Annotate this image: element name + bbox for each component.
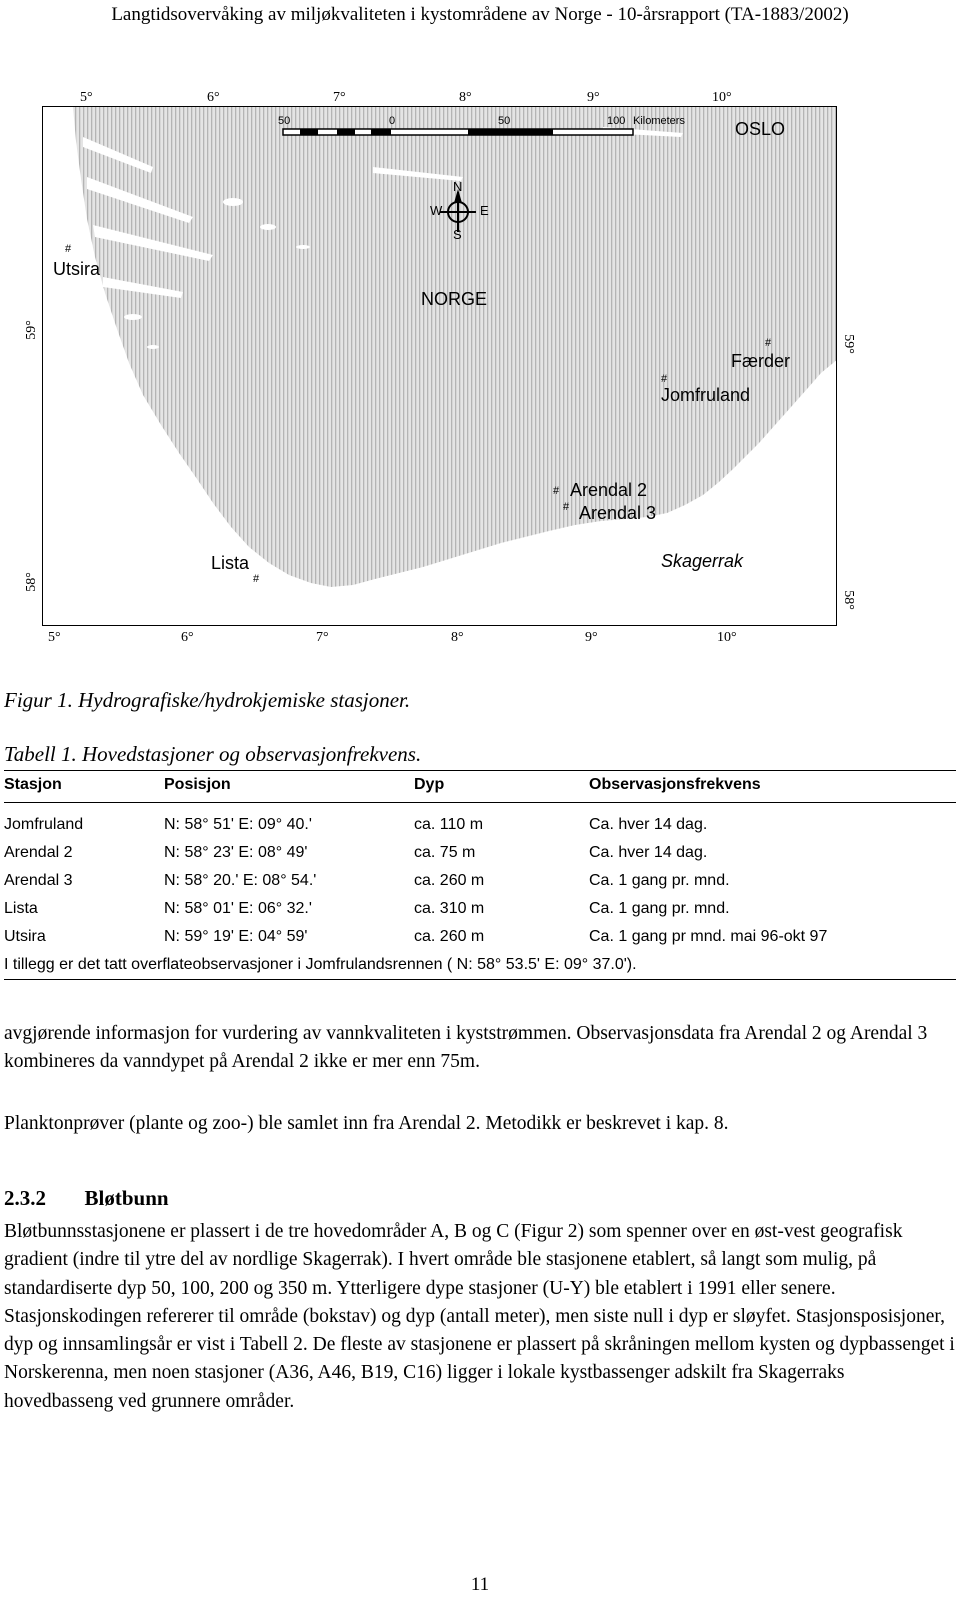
page-number: 11 <box>470 1574 490 1595</box>
label-faerder: Færder <box>731 351 791 371</box>
table-cell: Ca. hver 14 dag. <box>589 816 708 833</box>
scale-bar <box>283 129 633 135</box>
map-degree-label: 8° <box>451 630 464 645</box>
table-cell: N: 58° 23' E: 08° 49' <box>164 844 308 861</box>
table-row <box>4 803 956 840</box>
station-marker-icon: # <box>253 573 260 585</box>
map-degree-label: 58° <box>23 572 39 592</box>
table-cell: ca. 260 m <box>414 928 485 945</box>
table-note: I tillegg er det tatt overflateobservasjoner i Jomfrulandsrennen ( N: 58° 53.5' E: 09° 37.0'). <box>4 951 956 980</box>
column-header: Posisjon <box>164 771 414 803</box>
table-cell: N: 59° 19' E: 04° 59' <box>164 928 308 945</box>
station-marker-icon: # <box>65 243 72 255</box>
scale-unit: Kilometers <box>633 115 685 127</box>
map-degree-label: 5° <box>48 630 61 645</box>
table-cell: Arendal 2 <box>4 844 73 861</box>
map-degree-label: 9° <box>585 630 598 645</box>
figure-caption: Figur 1. Hydrografiske/hydrokjemiske stasjoner. <box>4 688 411 712</box>
compass-s: S <box>453 227 462 242</box>
station-marker-icon: # <box>553 485 560 497</box>
map-degree-label: 7° <box>316 630 329 645</box>
scale-label: 100 <box>607 115 626 127</box>
table-row <box>4 895 956 923</box>
map-degree-label: 9° <box>587 90 600 105</box>
station-marker-icon: # <box>563 501 570 513</box>
section-body: Bløtbunnsstasjonene er plassert i de tre hovedområder A, B og C (Figur 2) som spenner over en øst-vest geografisk gradient (indre til ytre del av nordlige Skagerrak). I hvert område ble stasjonene etablert, så langt som mulig, på standardiserte dyp 50, 100, 200 og 350 m. Ytterligere dype stasjoner (U-Y) ble etablert i 1991 eller senere. Stasjonskodingen refererer til område (bokstav) og dyp (antall meter), men siste null i dyp er sløyfet. Stasjonsposisjoner, dyp og innsamlingsår er vist i Tabell 2. De fleste av stasjonene er plassert på skråningen mellom kysten og dypbassenget i Norskerenna, men noen stasjoner (A36, A46, B19, C16) ligger i lokale kystbassenger adskilt fra Skagerraks hovedbasseng ved grunnere områder. <box>4 1221 955 1412</box>
section-title: Bløtbunn <box>84 1186 169 1210</box>
map-degree-label: 8° <box>459 90 472 105</box>
column-header: Observasjonsfrekvens <box>589 771 956 803</box>
label-arendal2: Arendal 2 <box>570 480 648 500</box>
table-cell: N: 58° 20.' E: 08° 54.' <box>164 872 317 889</box>
label-norge: NORGE <box>421 289 488 309</box>
table-row <box>4 839 956 867</box>
table-cell: Ca. 1 gang pr mnd. mai 96-okt 97 <box>589 928 828 945</box>
compass-n: N <box>453 179 463 194</box>
map-degree-label: 7° <box>333 90 346 105</box>
section-number: 2.3.2 <box>4 1186 46 1210</box>
scale-label: 50 <box>498 115 511 127</box>
table-row <box>4 867 956 895</box>
table-cell: N: 58° 51' E: 09° 40.' <box>164 816 312 833</box>
column-header: Dyp <box>414 771 589 803</box>
table-cell: ca. 310 m <box>414 900 485 917</box>
table-cell: Ca. 1 gang pr. mnd. <box>589 872 730 889</box>
label-skagerrak: Skagerrak <box>661 551 744 571</box>
table-note-row <box>4 951 956 980</box>
compass-w: W <box>430 203 443 218</box>
map-degree-label: 59° <box>23 320 39 340</box>
map-degree-label: 59° <box>840 334 856 354</box>
compass-e: E <box>480 203 489 218</box>
label-oslo: OSLO <box>735 119 786 139</box>
map-degree-label: 10° <box>717 630 737 645</box>
table-cell: Utsira <box>4 928 46 945</box>
section-heading <box>4 1186 169 1211</box>
table-cell: ca. 260 m <box>414 872 485 889</box>
body-paragraph: Planktonprøver (plante og zoo-) ble samlet inn fra Arendal 2. Metodikk er beskrevet i kap. 8. <box>4 1113 729 1134</box>
table-cell: Arendal 3 <box>4 872 73 889</box>
table-cell: Lista <box>4 900 38 917</box>
scale-label: 0 <box>389 115 396 127</box>
map-degree-label: 6° <box>181 630 194 645</box>
table-cell: ca. 110 m <box>414 816 484 833</box>
table-cell: N: 58° 01' E: 06° 32.' <box>164 900 312 917</box>
map-degree-label: 5° <box>80 90 93 105</box>
table-caption: Tabell 1. Hovedstasjoner og observasjonfrekvens. <box>4 742 422 766</box>
scale-label: 50 <box>278 115 291 127</box>
stations-table <box>4 770 956 980</box>
table-header-row <box>4 771 956 803</box>
label-arendal3: Arendal 3 <box>579 503 657 523</box>
table-cell: ca. 75 m <box>414 844 476 861</box>
label-utsira: Utsira <box>53 259 101 279</box>
body-paragraph: avgjørende informasjon for vurdering av vannkvaliteten i kyststrømmen. Observasjonsdata fra Arendal 2 og Arendal 3 kombineres da vanndypet på Arendal 2 ikke er mer enn 75m. <box>4 1023 928 1073</box>
table-cell: Ca. 1 gang pr. mnd. <box>589 900 730 917</box>
running-header: Langtidsovervåking av miljøkvaliteten i kystområdene av Norge - 10-årsrapport (TA-1883/2002) <box>111 4 849 25</box>
map-degree-label: 10° <box>712 90 732 105</box>
table-cell: Ca. hver 14 dag. <box>589 844 708 861</box>
table-row <box>4 923 956 951</box>
label-jomfruland: Jomfruland <box>661 385 751 405</box>
station-marker-icon: # <box>765 337 772 349</box>
map-graphic <box>43 107 837 626</box>
map-degree-label: 58° <box>840 590 856 610</box>
station-marker-icon: # <box>661 373 668 385</box>
station-map <box>42 106 837 626</box>
table-cell: Jomfruland <box>4 816 84 833</box>
column-header: Stasjon <box>4 771 164 803</box>
label-lista: Lista <box>211 553 250 573</box>
map-degree-label: 6° <box>207 90 220 105</box>
